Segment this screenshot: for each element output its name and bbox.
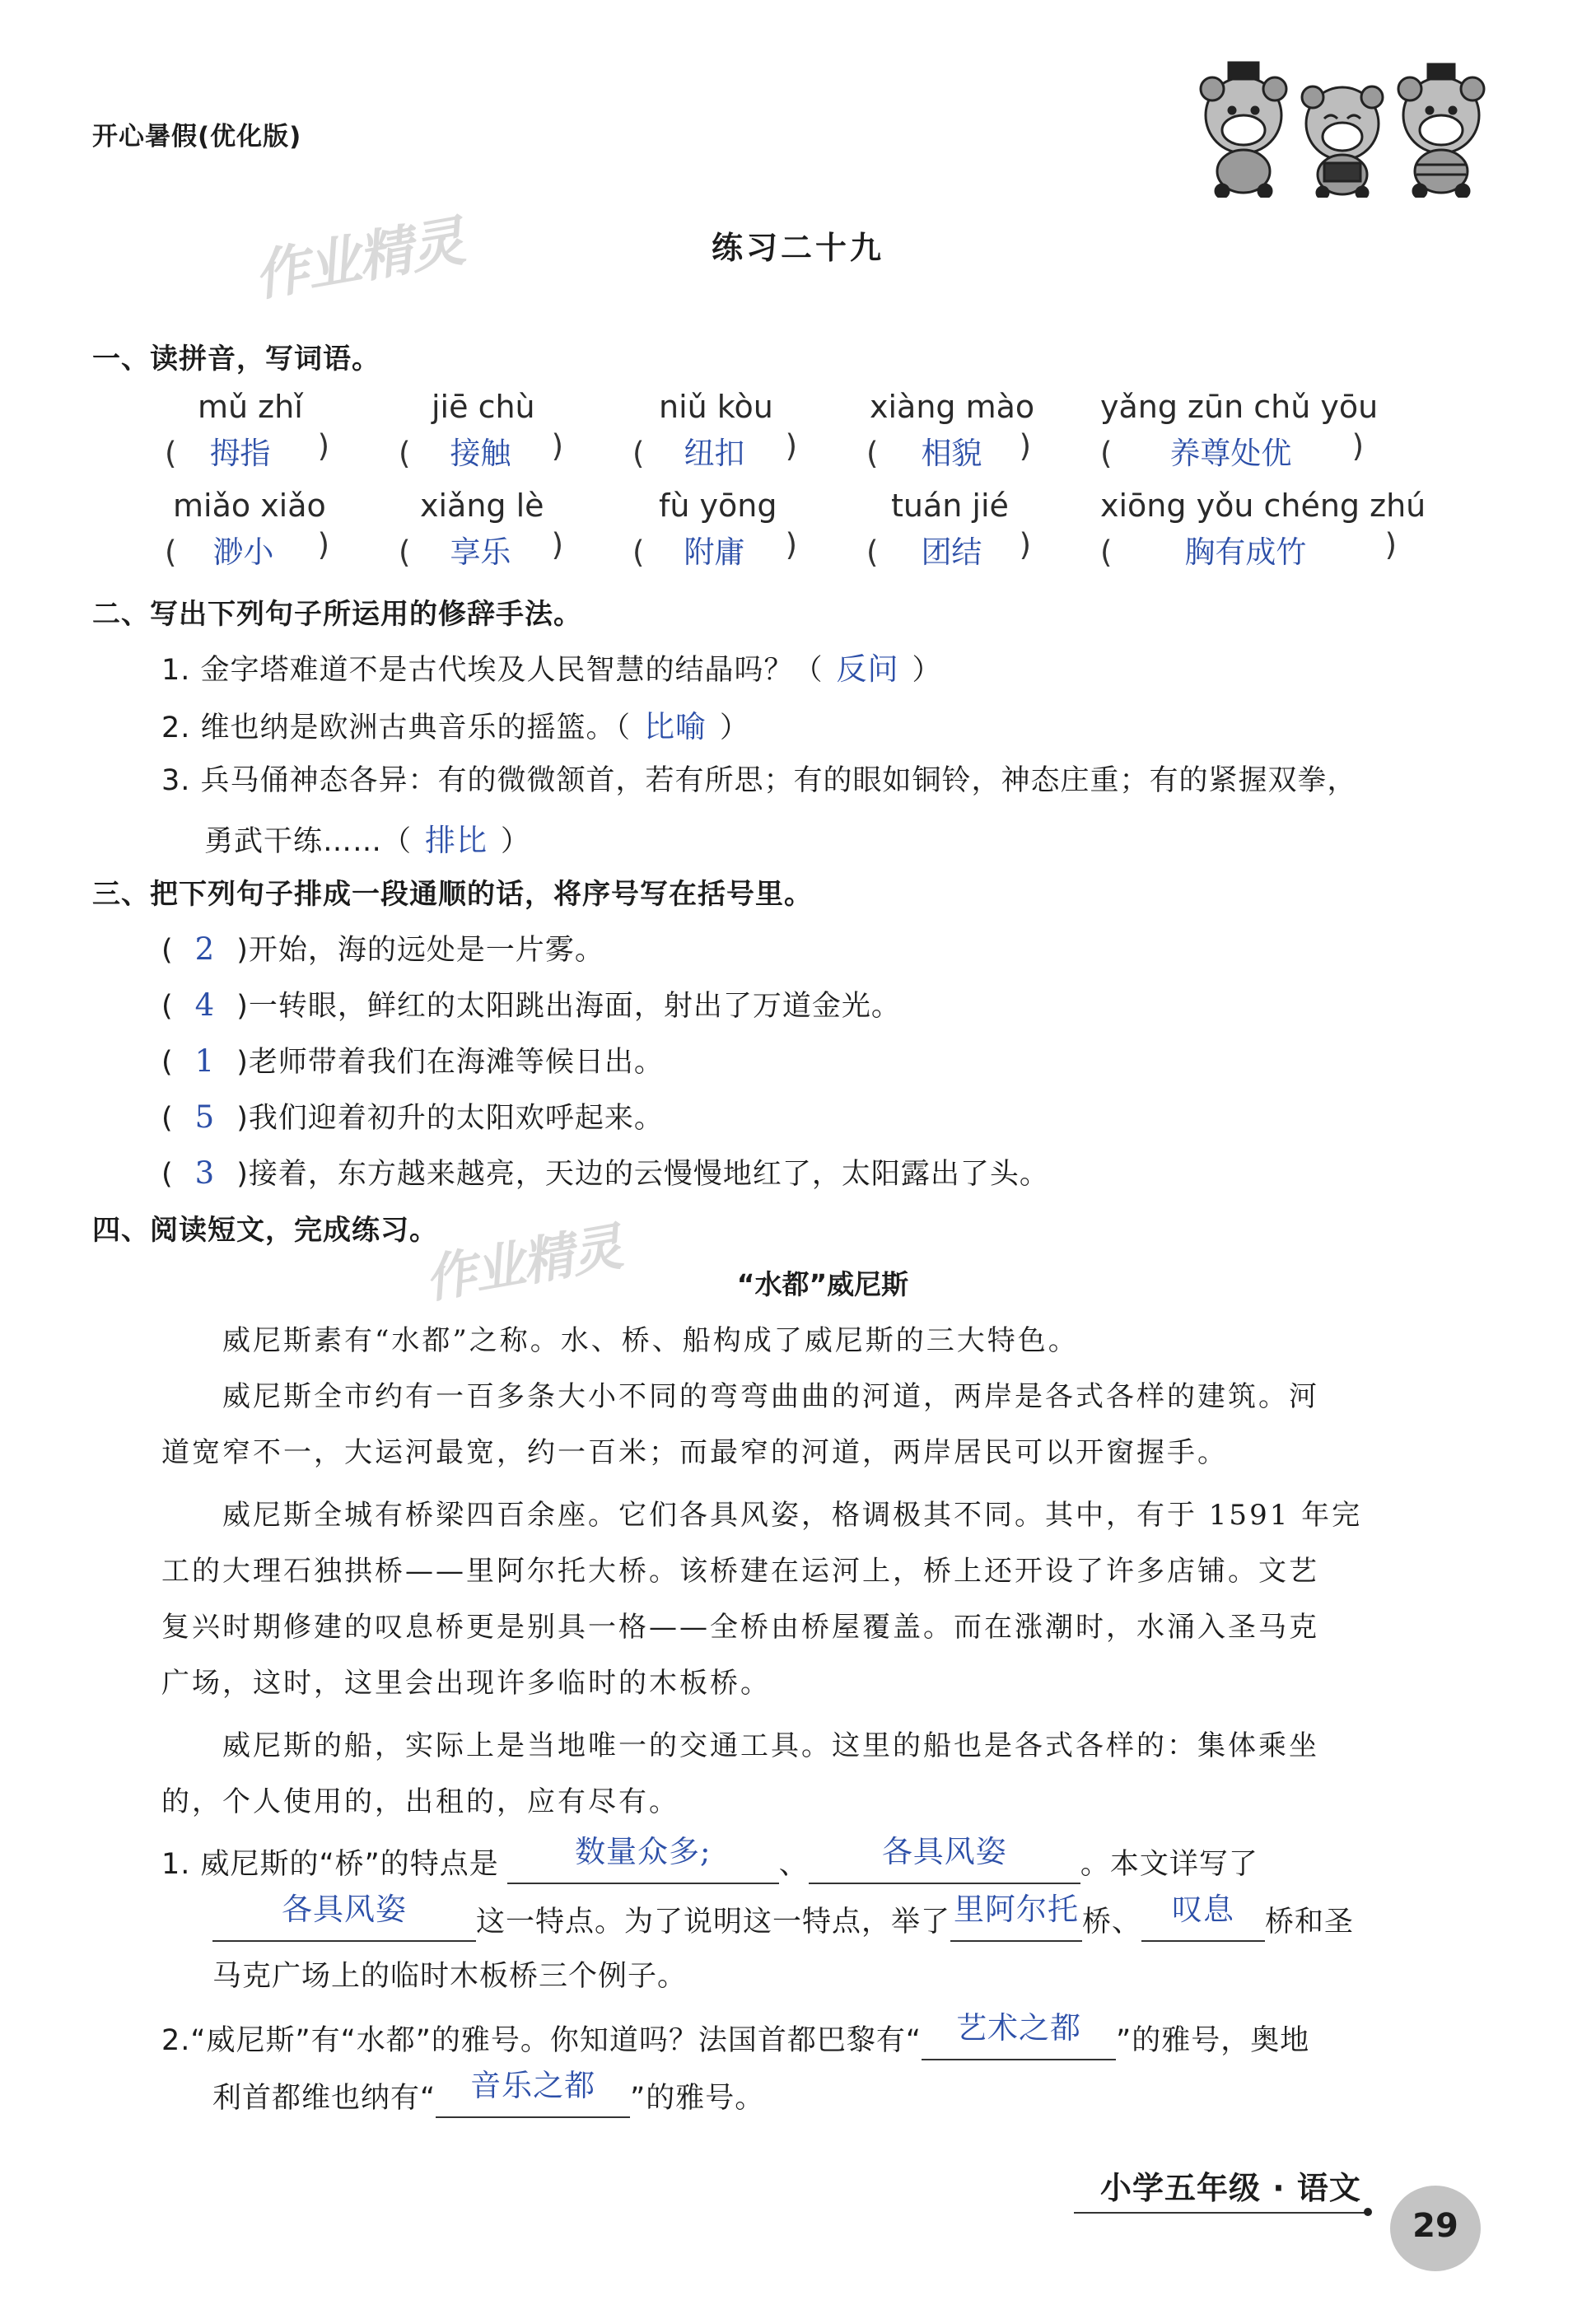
story-line: 威尼斯素有“水都”之称。水、桥、船构成了威尼斯的三大特色。: [222, 1324, 1079, 1357]
watermark: 作业精灵: [249, 209, 469, 309]
reading-question-1-end: 马克广场上的临时木板桥三个例子。: [212, 1960, 688, 1993]
order-text: 老师带着我们在海滩等候日出。: [248, 1046, 664, 1079]
order-number: 5: [194, 1099, 216, 1135]
answer: 各具风姿: [282, 1892, 407, 1927]
section1-heading: 一、读拼音，写词语。: [92, 343, 380, 376]
answer: 享乐: [450, 534, 511, 570]
order-text: 一转眼，鲜红的太阳跳出海面，射出了万道金光。: [248, 990, 901, 1023]
answer: 比喻: [644, 709, 707, 744]
pinyin: xiàng mào: [870, 389, 1035, 425]
answer-blank: ( 附庸 ): [632, 527, 797, 570]
paren-close: ）: [720, 712, 750, 744]
bear-mascots-illustration: [1186, 58, 1499, 198]
answer-blank: [436, 2068, 630, 2118]
story-line: 威尼斯全市约有一百多条大小不同的弯弯曲曲的河道，两岸是各式各样的建筑。河: [222, 1380, 1319, 1413]
footer-dot: [1364, 2208, 1372, 2216]
story-line: 复兴时期修建的叹息桥更是别具一格——全桥由桥屋覆盖。而在涨潮时，水涌入圣马克: [161, 1611, 1319, 1644]
answer: 叹息: [1172, 1892, 1235, 1927]
rhetoric-question-3-cont: [204, 815, 530, 860]
pinyin: yǎng zūn chǔ yōu: [1100, 389, 1379, 425]
page-number: 29: [1412, 2207, 1458, 2245]
answer-blank: [922, 2010, 1116, 2060]
order-item: ( 4 )一转眼，鲜红的太阳跳出海面，射出了万道金光。: [161, 987, 901, 1023]
paren-close: ）: [501, 825, 531, 858]
answer-blank: ( 胸有成竹 ): [1100, 527, 1397, 570]
pinyin: mǔ zhǐ: [198, 389, 303, 425]
rhetoric-question-2: [161, 702, 749, 746]
question-text: 2. 维也纳是欧洲古典音乐的摇篮。（: [161, 712, 632, 744]
answer: 相貌: [921, 436, 982, 471]
order-number: 3: [194, 1155, 216, 1191]
reading-question-2-cont: [212, 2068, 765, 2118]
question-text: 2.“威尼斯”有“水都”的雅号。你知道吗？法国首都巴黎有“: [161, 2024, 922, 2057]
answer: 胸有成竹: [1184, 534, 1307, 570]
section2-heading: 二、写出下列句子所运用的修辞手法。: [92, 598, 582, 631]
question-text: 。本文详写了: [1080, 1848, 1258, 1881]
pinyin: miǎo xiǎo: [173, 488, 326, 524]
page-title: 练习二十九: [711, 230, 884, 266]
footer-rule: [1074, 2212, 1370, 2214]
answer: 养尊处优: [1169, 436, 1292, 471]
bear-left: [1201, 63, 1286, 198]
watermark: 作业精灵: [420, 1216, 626, 1310]
answer-blank: [212, 1892, 476, 1942]
answer: 团结: [921, 534, 982, 570]
story-line: 的，个人使用的，出租的，应有尽有。: [161, 1785, 679, 1818]
question-text: ”的雅号，奥地: [1116, 2024, 1310, 2057]
answer: 音乐之都: [470, 2068, 596, 2103]
question-text: 这一特点。为了说明这一特点，举了: [476, 1906, 951, 1939]
book-title: 开心暑假(优化版): [92, 122, 302, 152]
story-line: 工的大理石独拱桥——里阿尔托大桥。该桥建在运河上，桥上还开设了许多店铺。文艺: [161, 1555, 1319, 1588]
question-text: 3. 兵马俑神态各异：有的微微颔首，若有所思；有的眼如铜铃，神态庄重；有的紧握双拳，: [161, 764, 1357, 797]
order-text: 开始，海的远处是一片雾。: [248, 934, 604, 967]
answer: 艺术之都: [956, 2010, 1082, 2046]
answer-blank: ( 享乐 ): [399, 527, 563, 570]
answer: 各具风姿: [881, 1834, 1007, 1869]
question-text: 勇武干练……（: [204, 825, 413, 858]
question-text: 桥和圣: [1265, 1906, 1355, 1939]
rhetoric-question-3: [161, 758, 1357, 799]
paren-close: ）: [912, 654, 942, 687]
answer-blank: ( 拇指 ): [165, 428, 329, 471]
story-title: “水都”威尼斯: [736, 1268, 909, 1300]
order-item: ( 5 )我们迎着初升的太阳欢呼起来。: [161, 1099, 664, 1135]
question-text: 桥、: [1082, 1906, 1142, 1939]
answer-blank: ( 接触 ): [399, 428, 563, 471]
answer: 反问: [836, 651, 899, 687]
story-line: 道宽窄不一，大运河最宽，约一百米；而最窄的河道，两岸居民可以开窗握手。: [161, 1436, 1228, 1469]
bear-middle: [1302, 86, 1383, 198]
story-line: 威尼斯全城有桥梁四百余座。它们各具风姿，格调极其不同。其中，有于 1591 年完: [222, 1499, 1363, 1532]
pinyin: niǔ kòu: [659, 389, 773, 425]
answer-blank: ( 相貌 ): [866, 428, 1031, 471]
separator: 、: [778, 1848, 809, 1881]
answer: 接触: [450, 436, 511, 471]
pinyin: xiǎng lè: [420, 488, 544, 524]
rhetoric-question-1: [161, 644, 942, 688]
story-line: 广场，这时，这里会出现许多临时的木板桥。: [161, 1667, 771, 1700]
reading-question-1-cont: [212, 1892, 1355, 1942]
pinyin: tuán jié: [891, 488, 1009, 524]
answer-blank: ( 渺小 ): [165, 527, 329, 570]
answer-blank: [950, 1892, 1082, 1942]
answer: 排比: [425, 823, 488, 858]
order-number: 4: [194, 987, 216, 1023]
pinyin: fù yōng: [659, 488, 777, 524]
section4-heading: 四、阅读短文，完成练习。: [92, 1214, 438, 1247]
question-text: 1. 金字塔难道不是古代埃及人民智慧的结晶吗？（: [161, 654, 824, 687]
question-text: ”的雅号。: [630, 2082, 765, 2115]
footer-label: 小学五年级 · 语文: [1100, 2170, 1361, 2206]
answer-blank: [507, 1834, 779, 1884]
order-item: ( 3 )接着，东方越来越亮，天边的云慢慢地红了，太阳露出了头。: [161, 1155, 1049, 1191]
reading-question-1: [161, 1834, 1258, 1884]
answer-blank: [809, 1834, 1080, 1884]
section3-heading: 三、把下列句子排成一段通顺的话，将序号写在括号里。: [92, 878, 813, 911]
order-text: 接着，东方越来越亮，天边的云慢慢地红了，太阳露出了头。: [248, 1158, 1049, 1191]
answer: 数量众多;: [575, 1834, 712, 1869]
answer: 拇指: [209, 436, 271, 471]
answer-blank: ( 养尊处优 ): [1100, 428, 1364, 471]
order-item: ( 2 )开始，海的远处是一片雾。: [161, 931, 604, 967]
order-item: ( 1 )老师带着我们在海滩等候日出。: [161, 1043, 664, 1079]
answer: 渺小: [212, 534, 274, 570]
question-text: 1. 威尼斯的“桥”的特点是: [161, 1848, 499, 1881]
pinyin: xiōng yǒu chéng zhú: [1100, 488, 1426, 524]
bear-right: [1398, 64, 1484, 198]
story-line: 威尼斯的船，实际上是当地唯一的交通工具。这里的船也是各式各样的：集体乘坐: [222, 1729, 1319, 1762]
answer-blank: ( 纽扣 ): [632, 428, 797, 471]
order-number: 2: [194, 931, 216, 967]
answer-blank: [1141, 1892, 1265, 1942]
answer: 里阿尔托: [954, 1892, 1080, 1927]
order-text: 我们迎着初升的太阳欢呼起来。: [248, 1102, 664, 1135]
reading-question-2: [161, 2010, 1310, 2060]
answer: 纽扣: [684, 436, 745, 471]
question-text: 利首都维也纳有“: [212, 2082, 436, 2115]
answer: 附庸: [684, 534, 745, 570]
page-number-badge: [1390, 2186, 1481, 2271]
answer-blank: ( 团结 ): [866, 527, 1031, 570]
order-number: 1: [194, 1043, 216, 1079]
pinyin: jiē chù: [432, 389, 535, 425]
